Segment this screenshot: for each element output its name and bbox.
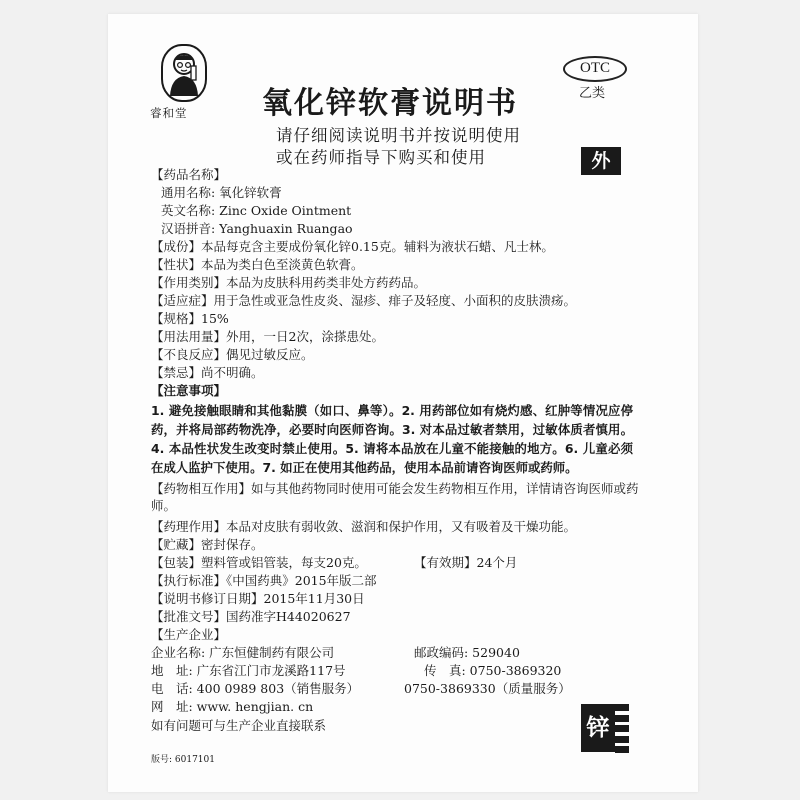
contact-note: 如有问题可与生产企业直接联系 [151, 718, 327, 733]
storage: 【贮藏】密封保存。 [151, 537, 264, 552]
brand-name: 睿和堂 [150, 106, 188, 120]
external-use-badge: 外 [581, 147, 621, 175]
zinc-bars-icon [615, 704, 629, 752]
action-category: 【作用类别】本品为皮肤科用药类非处方药药品。 [151, 275, 427, 290]
company-postcode: 邮政编码: 529040 [414, 645, 520, 660]
adverse-reactions: 【不良反应】偶见过敏反应。 [151, 347, 314, 362]
company-address: 地 址: 广东省江门市龙溪路117号 [151, 663, 346, 678]
precautions-text: 1. 避免接触眼睛和其他黏膜（如口、鼻等）。2. 用药部位如有烧灼感、红肿等情况应停药，并将局部药物洗净，必要时向医师咨询。3. 对本品过敏者禁用，过敏体质者慎用。4. 本品性状发生改变时禁止使用。5. 请将本品放在儿童不能接触的地方。6. 儿童必须在成人监护下使用。7. 如正在使用其他药品，使用本品前请咨询医师或药师。 [151, 403, 633, 475]
approval-number: 【批准文号】国药准字H44020627 [151, 609, 351, 624]
otc-badge: OTC [563, 56, 627, 82]
zinc-char: 锌 [581, 704, 615, 752]
drug-name-heading: 【药品名称】 [151, 167, 227, 182]
english-name: 英文名称: Zinc Oxide Ointment [161, 203, 352, 218]
revision-date: 【说明书修订日期】2015年11月30日 [151, 591, 365, 606]
precautions-heading: 【注意事项】 [151, 383, 227, 398]
contraindications: 【禁忌】尚不明确。 [151, 365, 264, 380]
otc-category: 乙类 [579, 86, 606, 101]
validity: 【有效期】24个月 [414, 555, 518, 570]
specification: 【规格】15% [151, 311, 229, 326]
subtitle-line-1: 请仔细阅读说明书并按说明使用 [276, 126, 521, 145]
dosage: 【用法用量】外用，一日2次，涂搽患处。 [151, 329, 384, 344]
standard: 【执行标准】《中国药典》2015年版二部 [151, 573, 377, 588]
brand-logo [161, 44, 207, 102]
company-fax: 传 真: 0750-3869320 [424, 663, 562, 678]
company-phone-sales: 电 话: 400 0989 803（销售服务） [151, 681, 360, 696]
company-website: 网 址: www. hengjian. cn [151, 699, 314, 714]
subtitle-line-2: 或在药师指导下购买和使用 [276, 148, 486, 167]
zinc-badge [581, 704, 629, 752]
company-name: 企业名称: 广东恒健制药有限公司 [151, 645, 335, 660]
version-number: 版号: 6017101 [151, 755, 215, 765]
pharmacology: 【药理作用】本品对皮肤有弱收敛、滋润和保护作用，又有吸着及干燥功能。 [151, 519, 577, 534]
property: 【性状】本品为类白色至淡黄色软膏。 [151, 257, 364, 272]
indication: 【适应症】用于急性或亚急性皮炎、湿疹、痱子及轻度、小面积的皮肤溃疡。 [151, 293, 577, 308]
company-phone-quality: 0750-3869330（质量服务） [404, 681, 571, 696]
composition: 【成份】本品每克含主要成份氧化锌0.15克。辅料为液状石蜡、凡士林。 [151, 239, 554, 254]
document-title: 氧化锌软膏说明书 [262, 86, 518, 121]
manufacturer-heading: 【生产企业】 [151, 627, 227, 642]
generic-name: 通用名称: 氧化锌软膏 [161, 185, 282, 200]
pinyin-name: 汉语拼音: Yanghuaxin Ruangao [161, 221, 353, 236]
drug-interaction: 【药物相互作用】如与其他药物同时使用可能会发生药物相互作用，详情请咨询医师或药师。 [151, 481, 639, 513]
package: 【包装】塑料管或铝管装，每支20克。 [151, 555, 367, 570]
